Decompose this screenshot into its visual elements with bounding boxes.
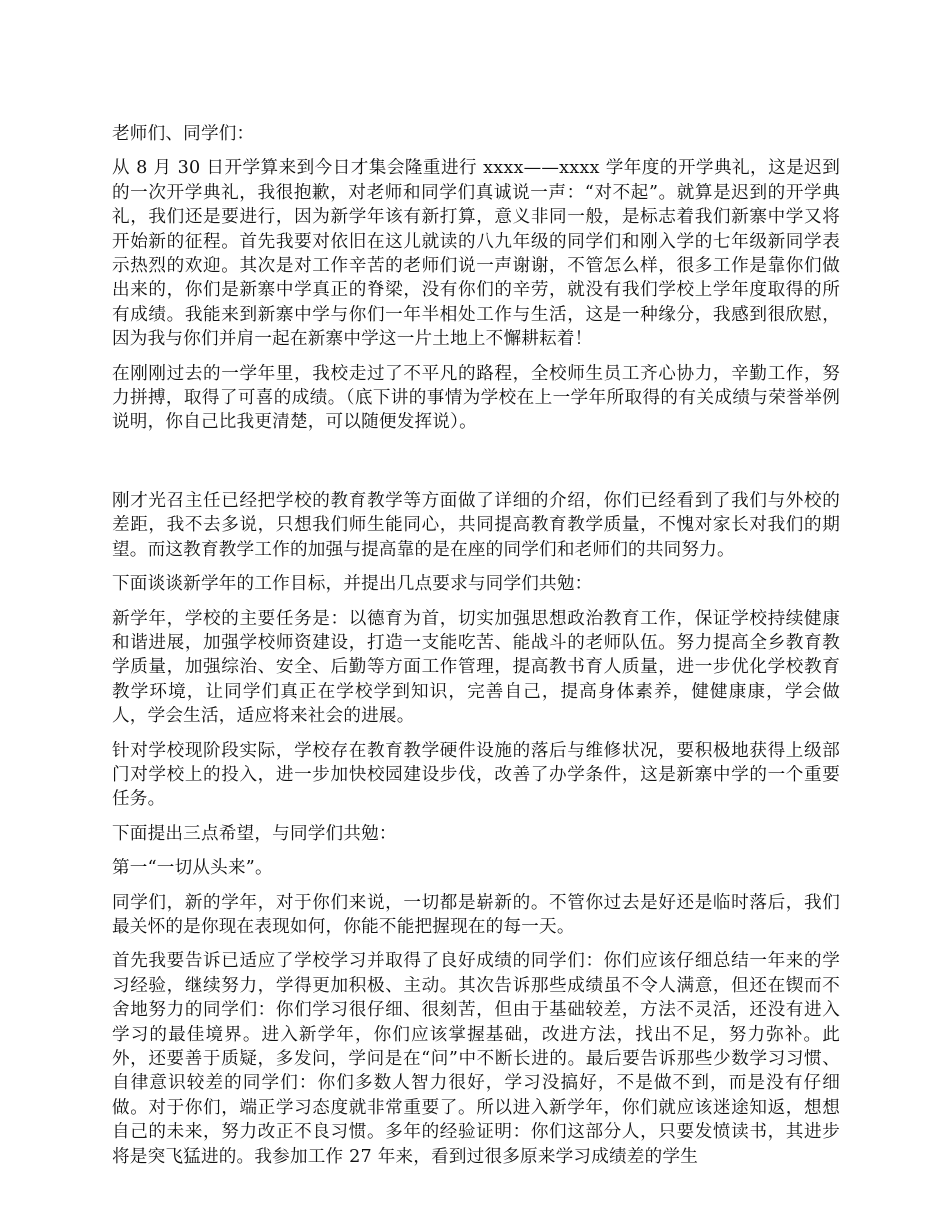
paragraph-opening: 从 8 月 30 日开学算来到今日才集会隆重进行 xxxx——xxxx 学年度的开学典礼，这是迟到的一次开学典礼，我很抱歉，对老师和同学们真诚说一声：“对不起”。就算是迟到的开学典礼，我们还是要进行，因为新学年该有新打算，意义非同一般，是标志着我们新寨中学又将开始新的征程。首先我要对依旧在这儿就读的八九年级的同学们和刚入学的七年级新同学表示热烈的欢迎。其次是对工作辛苦的老师们说一声谢谢，不管怎么样，很多工作是靠你们做出来的，你们是新寨中学真正的脊梁，没有你们的辛劳，就没有我们学校上学年度取得的所有成绩。我能来到新寨中学与你们一年半相处工作与生活，这是一种缘分，我感到很欣慰，因为我与你们并肩一起在新寨中学这一片土地上不懈耕耘着！ bbox=[112, 158, 840, 350]
paragraph-advice: 首先我要告诉已适应了学校学习并取得了良好成绩的同学们：你们应该仔细总结一年来的学习经验，继续努力，学得更加积极、主动。其次告诉那些成绩虽不令人满意，但还在锲而不舍地努力的同学们：你们学习很仔细、很刻苦，但由于基础较差，方法不灵活，还没有进入学习的最佳境界。进入新学年，你们应该掌握基础，改进方法，找出不足，努力弥补。此外，还要善于质疑，多发问，学问是在“问”中不断长进的。最后要告诉那些少数学习习惯、自律意识较差的同学们：你们多数人智力很好，学习没搞好，不是做不到，而是没有仔细做。对于你们，端正学习态度就非常重要了。所以进入新学年，你们就应该迷途知返，想想自己的未来，努力改正不良习惯。多年的经验证明：你们这部分人，只要发愤读书，其进步将是突飞猛进的。我参加工作 27 年来，看到过很多原来学习成绩差的学生 bbox=[112, 951, 840, 1167]
blank-gap bbox=[112, 445, 840, 489]
paragraph-goals-intro: 下面谈谈新学年的工作目标，并提出几点要求与同学们共勉： bbox=[112, 574, 593, 595]
paragraph-teaching-gap: 刚才光召主任已经把学校的教育教学等方面做了详细的介绍，你们已经看到了我们与外校的差距，我不去多说，只想我们师生能同心，共同提高教育教学质量，不愧对家长对我们的期望。而这教育教学工作的加强与提高靠的是在座的同学们和老师们的共同努力。 bbox=[112, 490, 840, 560]
paragraph-three-hopes: 下面提出三点希望，与同学们共勉： bbox=[112, 823, 397, 844]
salutation: 老师们、同学们： bbox=[112, 124, 255, 144]
paragraph-first-hope: 第一“一切从头来”。 bbox=[112, 858, 273, 879]
document-page bbox=[112, 122, 840, 1179]
paragraph-facilities: 针对学校现阶段实际，学校存在教育教学硬件设施的落后与维修状况，要积极地获得上级部门对学校上的投入，进一步加快校园建设步伐，改善了办学条件，这是新寨中学的一个重要任务。 bbox=[112, 740, 840, 810]
paragraph-main-tasks: 新学年，学校的主要任务是：以德育为首，切实加强思想政治教育工作，保证学校持续健康和谐进展，加强学校师资建设，打造一支能吃苦、能战斗的老师队伍。努力提高全乡教育教学质量，加强综治、安全、后勤等方面工作管理，提高教书育人质量，进一步优化学校教育教学环境，让同学们真正在学校学到知识，完善自己，提高身体素养，健健康康，学会做人，学会生活，适应将来社会的进展。 bbox=[112, 608, 840, 727]
paragraph-past-year: 在刚刚过去的一学年里，我校走过了不平凡的路程，全校师生员工齐心协力，辛勤工作，努力拼搏，取得了可喜的成绩。（底下讲的事情为学校在上一学年所取得的有关成绩与荣誉举例说明，你自己比我更清楚，可以随便发挥说）。 bbox=[112, 363, 840, 433]
paragraph-new-year: 同学们，新的学年，对于你们来说，一切都是崭新的。不管你过去是好还是临时落后，我们最关怀的是你现在表现如何，你能不能把握现在的每一天。 bbox=[112, 892, 840, 937]
